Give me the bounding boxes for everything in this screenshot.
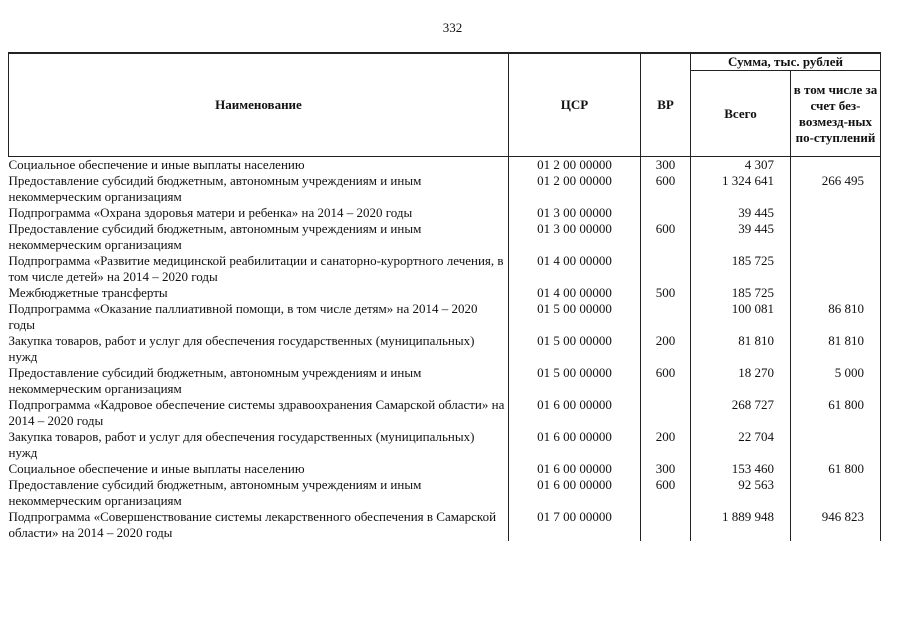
row-vr: 300 [641, 461, 691, 477]
page-number: 332 [442, 20, 463, 35]
row-total: 39 445 [691, 205, 791, 221]
row-name: Подпрограмма «Кадровое обеспечение системы здравоохранения Самарской области» на 2014 – 2020 годы [9, 397, 509, 429]
row-name: Подпрограмма «Охрана здоровья матери и ребенка» на 2014 – 2020 годы [9, 205, 509, 221]
row-csr: 01 7 00 00000 [509, 509, 641, 541]
row-vr: 200 [641, 333, 691, 365]
row-total: 1 324 641 [691, 173, 791, 205]
row-name: Подпрограмма «Развитие медицинской реабилитации и санаторно-курортного лечения, в том числе детей» на 2014 – 2020 годы [9, 253, 509, 285]
row-free [791, 477, 881, 509]
row-free [791, 429, 881, 461]
row-free: 5 000 [791, 365, 881, 397]
row-vr [641, 253, 691, 285]
column-header-name: Наименование [9, 53, 509, 157]
row-csr: 01 6 00 00000 [509, 429, 641, 461]
row-vr: 500 [641, 285, 691, 301]
row-total: 39 445 [691, 221, 791, 253]
row-csr: 01 5 00 00000 [509, 333, 641, 365]
column-header-csr: ЦСР [509, 53, 641, 157]
budget-table [8, 52, 881, 541]
row-total: 22 704 [691, 429, 791, 461]
row-free: 86 810 [791, 301, 881, 333]
row-vr: 600 [641, 365, 691, 397]
table-row [9, 365, 881, 397]
row-name: Подпрограмма «Совершенствование системы лекарственного обеспечения в Самарской области» на 2014 – 2020 годы [9, 509, 509, 541]
row-free [791, 205, 881, 221]
row-total: 4 307 [691, 157, 791, 174]
row-vr: 200 [641, 429, 691, 461]
row-csr: 01 5 00 00000 [509, 365, 641, 397]
column-header-total: Всего [691, 71, 791, 157]
row-total: 100 081 [691, 301, 791, 333]
row-free [791, 253, 881, 285]
table-row [9, 285, 881, 301]
column-header-sum-group: Сумма, тыс. рублей [691, 53, 881, 71]
row-total: 1 889 948 [691, 509, 791, 541]
row-vr [641, 205, 691, 221]
row-name: Предоставление субсидий бюджетным, автономным учреждениям и иным некоммерческим организациям [9, 477, 509, 509]
table-row [9, 477, 881, 509]
row-name: Закупка товаров, работ и услуг для обеспечения государственных (муниципальных) нужд [9, 333, 509, 365]
row-free [791, 157, 881, 174]
row-name: Межбюджетные трансферты [9, 285, 509, 301]
table-row [9, 461, 881, 477]
row-csr: 01 6 00 00000 [509, 477, 641, 509]
row-free: 61 800 [791, 397, 881, 429]
table-row [9, 173, 881, 205]
row-total: 185 725 [691, 285, 791, 301]
row-total: 81 810 [691, 333, 791, 365]
table-row [9, 429, 881, 461]
row-csr: 01 6 00 00000 [509, 461, 641, 477]
table-row [9, 333, 881, 365]
row-vr [641, 509, 691, 541]
row-total: 18 270 [691, 365, 791, 397]
table-row [9, 509, 881, 541]
table-row [9, 397, 881, 429]
table-row [9, 221, 881, 253]
row-free [791, 285, 881, 301]
row-free: 266 495 [791, 173, 881, 205]
row-csr: 01 5 00 00000 [509, 301, 641, 333]
row-free [791, 221, 881, 253]
row-name: Социальное обеспечение и иные выплаты населению [9, 461, 509, 477]
column-header-free: в том числе за счет без-возмезд-ных по-ступлений [791, 71, 881, 157]
row-name: Предоставление субсидий бюджетным, автономным учреждениям и иным некоммерческим организациям [9, 365, 509, 397]
row-name: Закупка товаров, работ и услуг для обеспечения государственных (муниципальных) нужд [9, 429, 509, 461]
row-vr [641, 301, 691, 333]
row-free: 61 800 [791, 461, 881, 477]
table-body [9, 157, 881, 542]
row-vr: 600 [641, 477, 691, 509]
row-free: 946 823 [791, 509, 881, 541]
row-total: 185 725 [691, 253, 791, 285]
row-total: 268 727 [691, 397, 791, 429]
row-csr: 01 2 00 00000 [509, 173, 641, 205]
row-csr: 01 3 00 00000 [509, 221, 641, 253]
table-row [9, 205, 881, 221]
row-csr: 01 6 00 00000 [509, 397, 641, 429]
row-name: Подпрограмма «Оказание паллиативной помощи, в том числе детям» на 2014 – 2020 годы [9, 301, 509, 333]
row-csr: 01 4 00 00000 [509, 285, 641, 301]
row-free: 81 810 [791, 333, 881, 365]
table-row [9, 157, 881, 174]
table-row [9, 301, 881, 333]
row-csr: 01 3 00 00000 [509, 205, 641, 221]
row-vr: 300 [641, 157, 691, 174]
row-vr: 600 [641, 173, 691, 205]
row-name: Предоставление субсидий бюджетным, автономным учреждениям и иным некоммерческим организациям [9, 173, 509, 205]
row-vr [641, 397, 691, 429]
row-name: Социальное обеспечение и иные выплаты населению [9, 157, 509, 174]
table-header [9, 53, 881, 157]
row-total: 92 563 [691, 477, 791, 509]
row-vr: 600 [641, 221, 691, 253]
column-header-vr: ВР [641, 53, 691, 157]
table-row [9, 253, 881, 285]
row-name: Предоставление субсидий бюджетным, автономным учреждениям и иным некоммерческим организациям [9, 221, 509, 253]
row-csr: 01 2 00 00000 [509, 157, 641, 174]
row-csr: 01 4 00 00000 [509, 253, 641, 285]
row-total: 153 460 [691, 461, 791, 477]
